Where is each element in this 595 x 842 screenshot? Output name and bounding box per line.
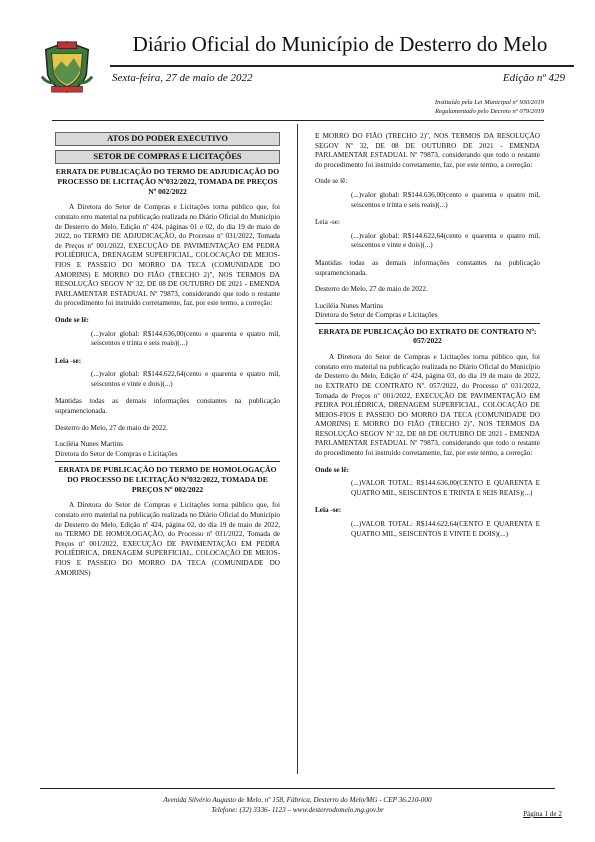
footer-rule xyxy=(40,788,555,789)
where-reads-text: (...)valor global: R$144.636,00(cento e quarenta e quatro mil, seiscentos e trinta e seis reais)(...) xyxy=(91,329,280,348)
place-date: Desterro do Melo, 27 de maio de 2022. xyxy=(315,285,428,294)
read-as-text: (...)valor global: R$144.622,64(cento e quarenta e quatro mil, seiscentos e vinte e dois)(...) xyxy=(91,370,280,388)
footer-contact: Telefone: (32) 3336- 1123 – www.desterrodomelo.mg.gov.br xyxy=(211,806,384,814)
section-executive: ATOS DO PODER EXECUTIVO xyxy=(55,132,280,146)
municipal-coat-of-arms-icon xyxy=(38,38,96,96)
left-column xyxy=(55,124,280,585)
right-column xyxy=(315,124,540,547)
read-as-text: (...)VALOR TOTAL: R$144.622,64(CENTO E QUARENTA E QUATRO MIL, SEISCENTOS E VINTE E DOIS)(...) xyxy=(351,520,540,538)
masthead xyxy=(30,30,565,100)
article-body: A Diretora do Setor de Compras e Licitações torna público que, foi constato erro material na publicação realizada no Diário Oficial do Município de Desterro do Melo, Edição nº 424, páginas 01 e 02, do dia 19 de maio de 2022, no TERMO DE ADJUDICAÇÃO, do Processo nº 031/2022, Tomada de Preços nº 001/2022, EXECUÇÃO DE PAVIMENTAÇÃO EM PEDRA POLIÉDRICA, DRENAGEM SUPERFICIAL, COLOCAÇÃO DE MEIOS-FIOS E PASSEIO DO MORRO DA TECA (COMUNIDADE DO AMORINS) E MORRO DO FIÃO (TRECHO 2)", NOS TERMOS DA RESOLUÇÃO SEGOV Nº 32, DE 08 DE OUTUBRO DE 2021 - EMENDA PARLAMENTAR ESTADUAL Nº 79873, considerando que todo o restante do procedimento foi instruído corretamente, faz, por este termo, a correção: xyxy=(55,203,280,308)
read-as-label: Leia -se: xyxy=(55,356,82,365)
read-as-text: (...)valor global: R$144.622,64(cento e quarenta e quatro mil, seiscentos e vinte e dois)(...) xyxy=(351,231,540,250)
edition-number: Edição nº 429 xyxy=(502,72,565,84)
signatory-name: Luciléia Nunes Martins xyxy=(315,301,383,310)
header-rule xyxy=(52,120,544,121)
where-reads-text: (...)VALOR TOTAL: R$144.636,00(CENTO E QUARENTA E QUATRO MIL, SEISCENTOS E TRINTA E SEIS REAIS)(...) xyxy=(351,479,540,497)
footer-address: Avenida Silvério Augusto de Melo, nº 158, Fábrica, Desterro do Melo/MG - CEP 36.210-000 xyxy=(163,796,432,804)
where-reads-label: Onde se lê: xyxy=(315,465,349,474)
closing-text: Mantidas todas as demais informações constantes na publicação supramencionada. xyxy=(55,397,280,416)
signatory-role: Diretora do Setor de Compras e Licitações xyxy=(55,450,280,462)
read-as-label: Leia -se: xyxy=(315,506,342,515)
place-date: Desterro do Melo, 27 de maio de 2022. xyxy=(55,423,168,432)
article-body-continued: E MORRO DO FIÃO (TRECHO 2)", NOS TERMOS DA RESOLUÇÃO SEGOV Nº 32, DE 08 DE OUTUBRO DE 2021 - EMENDA PARLAMENTAR ESTADUAL Nº 79873, considerando que todo o restante do procedimento foi instruído corretamente, faz, por este termo, a correção: xyxy=(315,132,540,169)
where-reads-text: (...)valor global: R$144.636,00(cento e quarenta e quatro mil, seiscentos e trinta e seis reais)(...) xyxy=(351,190,540,209)
article-title: ERRATA DE PUBLICAÇÃO DO TERMO DE HOMOLOGAÇÃO DO PROCESSO DE LICITAÇÃO Nº032/2022, TOMADA DE PREÇOS Nº 002/2022 xyxy=(58,465,277,494)
where-reads-label: Onde se lê: xyxy=(55,315,89,324)
article-body: A Diretora do Setor de Compras e Licitações torna público que, foi constato erro material na publicação realizada no Diário Oficial do Município de Desterro do Melo, Edição nº 424, página 03, do dia 19 de maio de 2022, no EXTRATO DE CONTRATO Nº. 057/2022, do Processo nº 031/2022, Tomada de Preços nº 001/2022, EXECUÇÃO DE PAVIMENTAÇÃO EM PEDRA POLIÉDRICA, DRENAGEM SUPERFICIAL, COLOCAÇÃO DE MEIOS-FIOS E PASSEIO DO MORRO DA TECA (COMUNIDADE DO AMORINS) E MORRO DO FIÃO (TRECHO 2)", NOS TERMOS DA RESOLUÇÃO SEGOV Nº 32, DE 08 DE OUTUBRO DE 2021 - EMENDA PARLAMENTAR ESTADUAL Nº 79873, considerando que todo o restante do procedimento foi instruído corretamente, faz, por este termo, a correção: xyxy=(315,353,540,458)
institution-law: Instituído pela Lei Municipal nº 930/2019 xyxy=(434,99,544,106)
institution-decree: Regulamentado pelo Decreto nº 079/2019 xyxy=(434,108,544,115)
column-divider xyxy=(297,124,298,774)
closing-text: Mantidas todas as demais informações constantes na publicação supramencionada. xyxy=(315,258,540,277)
article-title: ERRATA DE PUBLICAÇÃO DO TERMO DE ADJUDICAÇÃO DO PROCESSO DE LICITAÇÃO Nº032/2022, TOMADA DE PREÇOS Nº 002/2022 xyxy=(55,167,280,196)
article-title: ERRATA DE PUBLICAÇÃO DO EXTRATO DE CONTRATO Nº: 057/2022 xyxy=(318,326,537,346)
footer xyxy=(40,795,555,815)
read-as-label: Leia -se: xyxy=(315,218,340,227)
signatory-name: Luciléia Nunes Martins xyxy=(55,440,123,449)
title-underline xyxy=(110,65,574,67)
signatory-role: Diretora do Setor de Compras e Licitações xyxy=(315,311,540,323)
gazette-title: Diário Oficial do Município de Desterro do Melo xyxy=(132,32,548,56)
issue-date: Sexta-feira, 27 de maio de 2022 xyxy=(112,72,253,84)
page-number: Página 1 de 2 xyxy=(523,810,562,818)
section-purchasing: SETOR DE COMPRAS E LICITAÇÕES xyxy=(55,150,280,164)
where-reads-label: Onde se lê: xyxy=(315,177,348,186)
article-body: A Diretora do Setor de Compras e Licitações torna público que, foi constato erro material na publicação realizada no Diário Oficial do Município de Desterro do Melo, Edição nº 424, página 02, do dia 19 de maio de 2022, no TERMO DE HOMOLOGAÇÃO, do Processo nº 031/2022, Tomada de Preços nº 001/2022, EXECUÇÃO DE PAVIMENTAÇÃO EM PEDRA POLIÉDRICA, DRENAGEM SUPERFICIAL, COLOCAÇÃO DE MEIOS-FIOS E PASSEIO DO MORRO DA TECA (COMUNIDADE DO AMORINS) xyxy=(55,501,280,577)
institution-note xyxy=(435,98,544,116)
